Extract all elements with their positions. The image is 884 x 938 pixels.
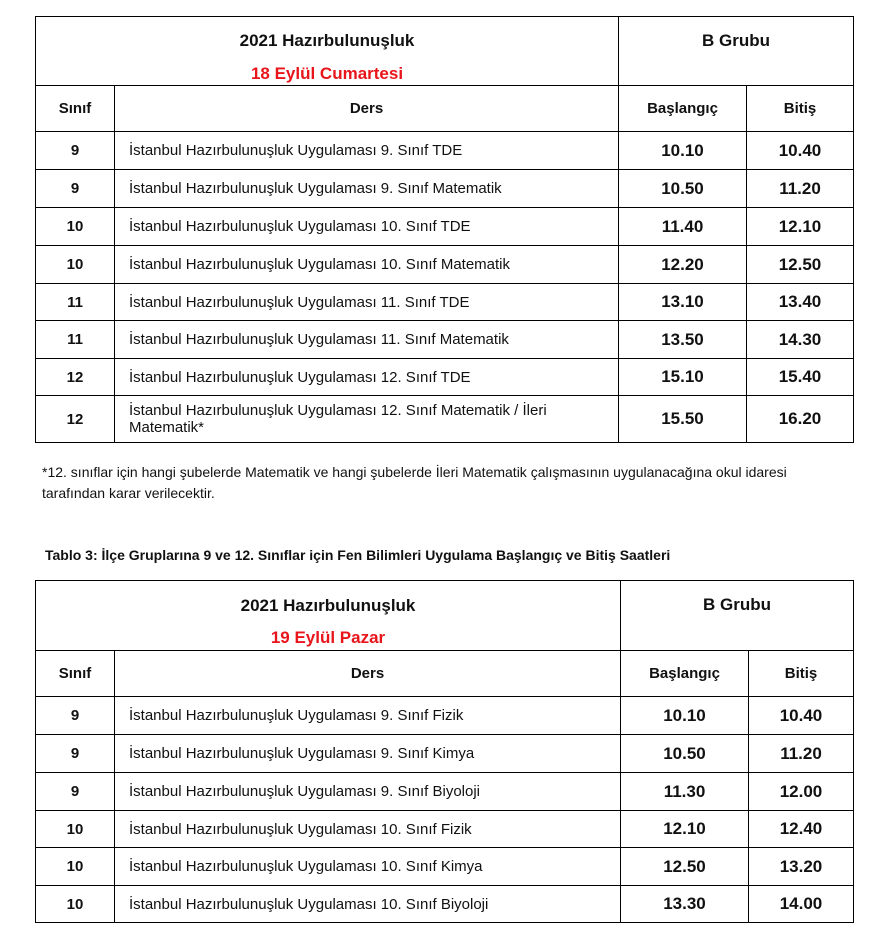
cell-bitis: 11.20 [749, 735, 854, 773]
table-title: 2021 Hazırbulunuşluk [240, 596, 416, 615]
cell-sinif: 9 [36, 773, 115, 811]
cell-sinif: 9 [36, 170, 115, 208]
cell-bitis: 12.10 [747, 208, 854, 246]
cell-baslangic: 12.50 [621, 848, 749, 886]
cell-bitis: 15.40 [747, 359, 854, 396]
cell-sinif: 10 [36, 208, 115, 246]
cell-sinif: 12 [36, 359, 115, 396]
cell-ders: İstanbul Hazırbulunuşluk Uygulaması 9. Sınıf Kimya [115, 735, 621, 773]
table-title-cell [36, 581, 621, 651]
cell-sinif: 10 [36, 886, 115, 923]
cell-ders: İstanbul Hazırbulunuşluk Uygulaması 9. Sınıf TDE [115, 132, 619, 170]
table-title: 2021 Hazırbulunuşluk [239, 31, 415, 50]
header-ders: Ders [115, 651, 621, 697]
group-label: B Grubu [621, 581, 854, 651]
cell-ders: İstanbul Hazırbulunuşluk Uygulaması 10. Sınıf Kimya [115, 848, 621, 886]
group-label: B Grubu [619, 17, 854, 86]
cell-ders: İstanbul Hazırbulunuşluk Uygulaması 9. Sınıf Fizik [115, 697, 621, 735]
table-row [36, 396, 854, 443]
cell-ders: İstanbul Hazırbulunuşluk Uygulaması 10. Sınıf Fizik [115, 811, 621, 848]
table-row [36, 735, 854, 773]
cell-baslangic: 10.50 [619, 170, 747, 208]
cell-bitis: 14.00 [749, 886, 854, 923]
table-row [36, 773, 854, 811]
table-row [36, 886, 854, 923]
cell-ders: İstanbul Hazırbulunuşluk Uygulaması 10. Sınıf Biyoloji [115, 886, 621, 923]
cell-sinif: 9 [36, 132, 115, 170]
table-row [36, 132, 854, 170]
header-row [36, 86, 854, 132]
cell-baslangic: 13.50 [619, 321, 747, 359]
cell-sinif: 10 [36, 246, 115, 284]
cell-baslangic: 10.10 [619, 132, 747, 170]
cell-sinif: 10 [36, 811, 115, 848]
cell-bitis: 10.40 [747, 132, 854, 170]
header-baslangic: Başlangıç [621, 651, 749, 697]
table-row [36, 246, 854, 284]
table-row [36, 170, 854, 208]
cell-bitis: 12.50 [747, 246, 854, 284]
cell-baslangic: 15.10 [619, 359, 747, 396]
cell-ders: İstanbul Hazırbulunuşluk Uygulaması 12. Sınıf Matematik / İleri Matematik* [115, 396, 619, 443]
table-row [36, 284, 854, 321]
table-row [36, 321, 854, 359]
cell-ders: İstanbul Hazırbulunuşluk Uygulaması 10. Sınıf TDE [115, 208, 619, 246]
cell-sinif: 9 [36, 697, 115, 735]
table-row [36, 208, 854, 246]
cell-baslangic: 10.50 [621, 735, 749, 773]
cell-bitis: 12.00 [749, 773, 854, 811]
table-date: 18 Eylül Cumartesi [250, 64, 404, 83]
table-title-cell [36, 17, 619, 86]
table-row [36, 811, 854, 848]
cell-bitis: 13.20 [749, 848, 854, 886]
cell-ders: İstanbul Hazırbulunuşluk Uygulaması 9. Sınıf Biyoloji [115, 773, 621, 811]
cell-baslangic: 13.30 [621, 886, 749, 923]
schedule-table-1 [35, 16, 854, 443]
cell-baslangic: 13.10 [619, 284, 747, 321]
table-caption: Tablo 3: İlçe Gruplarına 9 ve 12. Sınıflar için Fen Bilimleri Uygulama Başlangıç ve Bitiş Saatleri [45, 547, 671, 563]
cell-bitis: 11.20 [747, 170, 854, 208]
cell-bitis: 16.20 [747, 396, 854, 443]
header-bitis: Bitiş [747, 86, 854, 132]
cell-bitis: 14.30 [747, 321, 854, 359]
cell-sinif: 11 [36, 284, 115, 321]
cell-sinif: 9 [36, 735, 115, 773]
cell-bitis: 10.40 [749, 697, 854, 735]
table-row [36, 359, 854, 396]
cell-ders: İstanbul Hazırbulunuşluk Uygulaması 10. Sınıf Matematik [115, 246, 619, 284]
table-row [36, 697, 854, 735]
cell-baslangic: 11.30 [621, 773, 749, 811]
schedule-table-2 [35, 580, 854, 923]
cell-ders: İstanbul Hazırbulunuşluk Uygulaması 9. Sınıf Matematik [115, 170, 619, 208]
header-row [36, 651, 854, 697]
table-date: 19 Eylül Pazar [270, 628, 386, 647]
cell-baslangic: 11.40 [619, 208, 747, 246]
header-baslangic: Başlangıç [619, 86, 747, 132]
table-row [36, 848, 854, 886]
cell-ders: İstanbul Hazırbulunuşluk Uygulaması 12. Sınıf TDE [115, 359, 619, 396]
header-sinif: Sınıf [36, 86, 115, 132]
cell-ders: İstanbul Hazırbulunuşluk Uygulaması 11. Sınıf Matematik [115, 321, 619, 359]
header-ders: Ders [115, 86, 619, 132]
cell-bitis: 13.40 [747, 284, 854, 321]
cell-sinif: 12 [36, 396, 115, 443]
cell-bitis: 12.40 [749, 811, 854, 848]
cell-baslangic: 12.10 [621, 811, 749, 848]
cell-ders: İstanbul Hazırbulunuşluk Uygulaması 11. Sınıf TDE [115, 284, 619, 321]
footnote: *12. sınıflar için hangi şubelerde Matematik ve hangi şubelerde İleri Matematik çalışmasının uygulanacağına okul idaresi tarafından karar verilecektir. [42, 464, 787, 501]
table-title-row [36, 17, 854, 86]
table-title-row [36, 581, 854, 651]
cell-baslangic: 12.20 [619, 246, 747, 284]
cell-sinif: 11 [36, 321, 115, 359]
header-bitis: Bitiş [749, 651, 854, 697]
cell-baslangic: 15.50 [619, 396, 747, 443]
cell-baslangic: 10.10 [621, 697, 749, 735]
header-sinif: Sınıf [36, 651, 115, 697]
cell-sinif: 10 [36, 848, 115, 886]
